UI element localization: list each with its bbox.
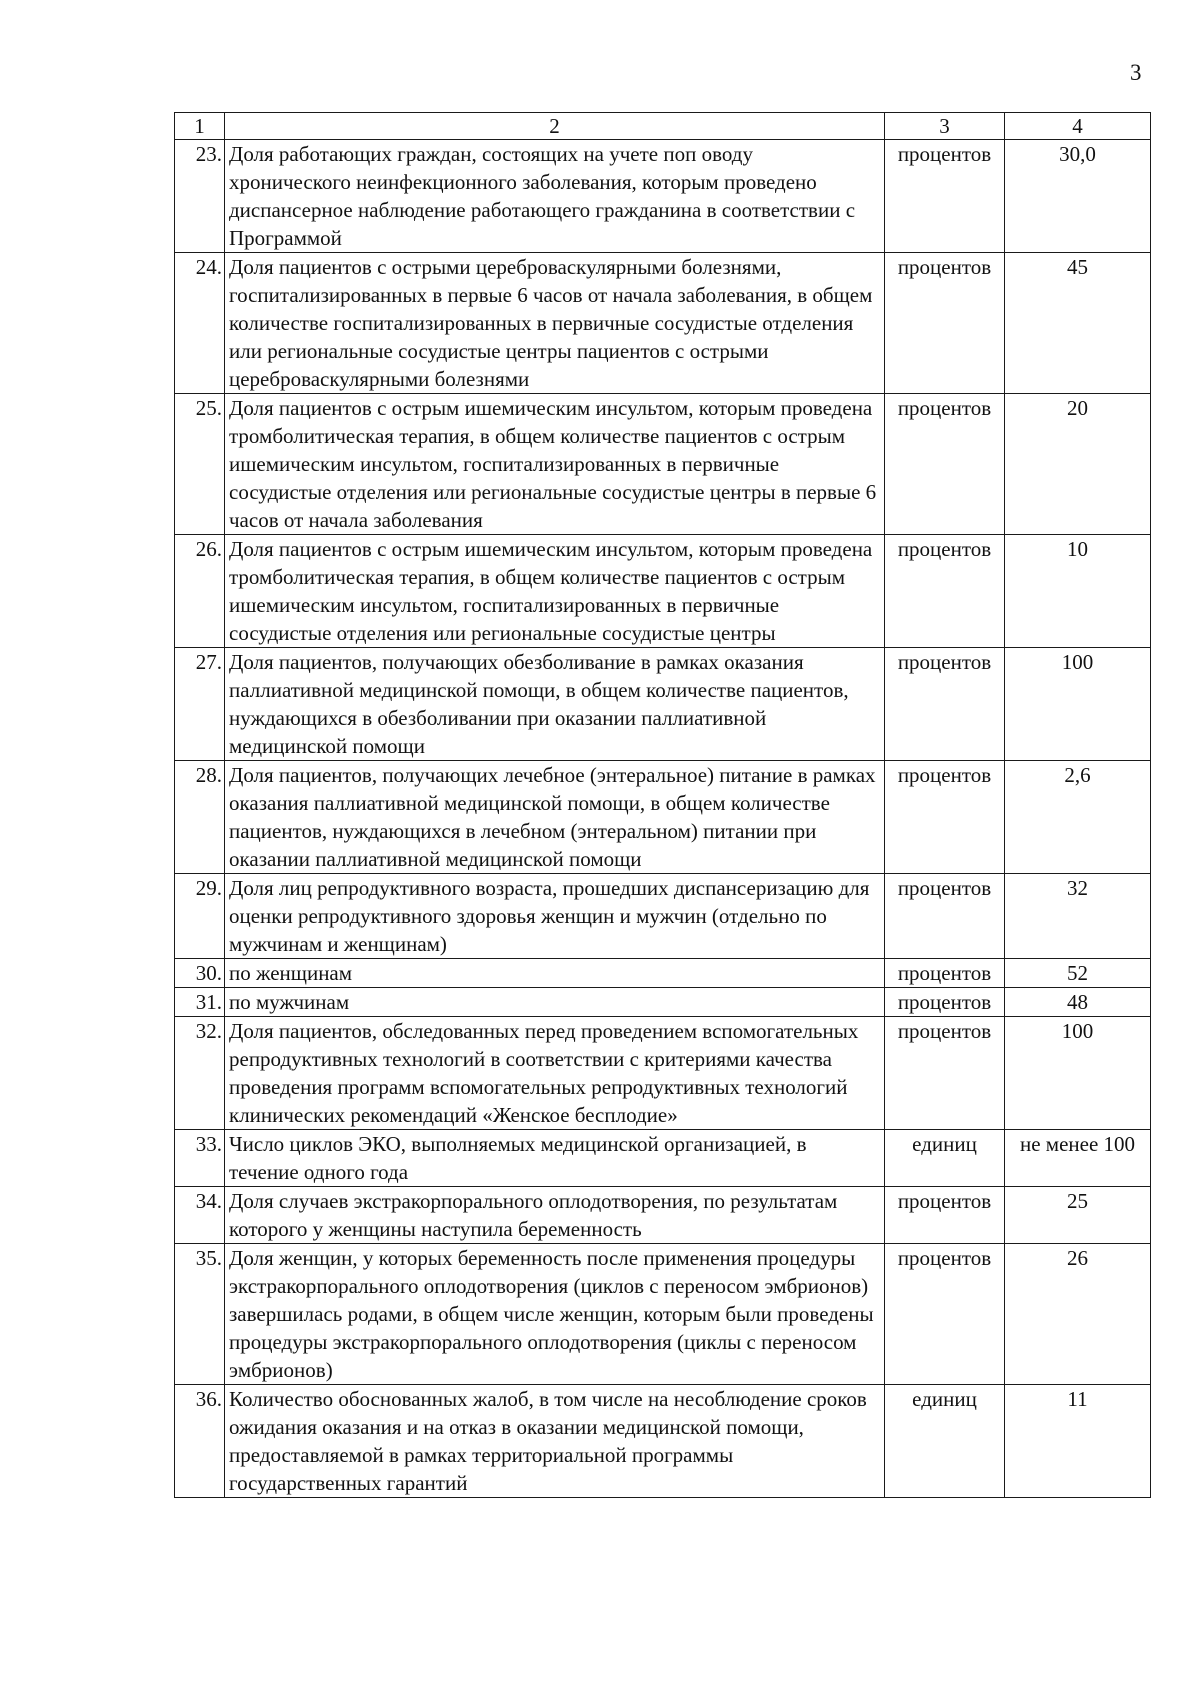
- row-number: 23.: [175, 140, 225, 253]
- row-description: Число циклов ЭКО, выполняемых медицинской организацией, в течение одного года: [225, 1130, 885, 1187]
- row-value: 2,6: [1005, 761, 1151, 874]
- row-description: Доля пациентов, обследованных перед проведением вспомогательных репродуктивных технологий в соответствии с критериями качества проведения программ вспомогательных репродуктивных технологий клинических рекомендаций «Женское бесплодие»: [225, 1017, 885, 1130]
- table-row: [175, 1244, 1151, 1385]
- table-row: [175, 1385, 1151, 1498]
- row-unit: процентов: [885, 988, 1005, 1017]
- table-row: [175, 648, 1151, 761]
- row-value: 100: [1005, 648, 1151, 761]
- row-unit: процентов: [885, 1017, 1005, 1130]
- indicators-table: [174, 112, 1151, 1498]
- table-row: [175, 874, 1151, 959]
- row-unit: процентов: [885, 1244, 1005, 1385]
- row-unit: процентов: [885, 394, 1005, 535]
- row-description: Количество обоснованных жалоб, в том числе на несоблюдение сроков ожидания оказания и на отказ в оказании медицинской помощи, предоставляемой в рамках территориальной программы государственных гарантий: [225, 1385, 885, 1498]
- row-value: 11: [1005, 1385, 1151, 1498]
- row-number: 31.: [175, 988, 225, 1017]
- row-value: 45: [1005, 253, 1151, 394]
- row-description: Доля пациентов с острым ишемическим инсультом, которым проведена тромболитическая терапия, в общем количестве пациентов с острым ишемическим инсультом, госпитализированных в первичные сосудистые отделения или региональные сосудистые центры в первые 6 часов от начала заболевания: [225, 394, 885, 535]
- row-unit: процентов: [885, 535, 1005, 648]
- row-number: 34.: [175, 1187, 225, 1244]
- row-description: Доля пациентов, получающих обезболивание в рамках оказания паллиативной медицинской помощи, в общем количестве пациентов, нуждающихся в обезболивании при оказании паллиативной медицинской помощи: [225, 648, 885, 761]
- header-col-3: 3: [885, 113, 1005, 140]
- row-number: 25.: [175, 394, 225, 535]
- row-unit: процентов: [885, 874, 1005, 959]
- row-number: 36.: [175, 1385, 225, 1498]
- row-unit: процентов: [885, 253, 1005, 394]
- row-value: 52: [1005, 959, 1151, 988]
- table-row: [175, 761, 1151, 874]
- header-col-2: 2: [225, 113, 885, 140]
- table-row: [175, 253, 1151, 394]
- row-unit: единиц: [885, 1385, 1005, 1498]
- row-value: 32: [1005, 874, 1151, 959]
- row-description: Доля пациентов, получающих лечебное (энтеральное) питание в рамках оказания паллиативной медицинской помощи, в общем количестве пациентов, нуждающихся в лечебном (энтеральном) питании при оказании паллиативной медицинской помощи: [225, 761, 885, 874]
- row-number: 32.: [175, 1017, 225, 1130]
- row-value: не менее 100: [1005, 1130, 1151, 1187]
- row-value: 10: [1005, 535, 1151, 648]
- row-value: 100: [1005, 1017, 1151, 1130]
- row-number: 27.: [175, 648, 225, 761]
- row-unit: единиц: [885, 1130, 1005, 1187]
- header-col-4: 4: [1005, 113, 1151, 140]
- row-description: Доля лиц репродуктивного возраста, прошедших диспансеризацию для оценки репродуктивного здоровья женщин и мужчин (отдельно по мужчинам и женщинам): [225, 874, 885, 959]
- row-value: 48: [1005, 988, 1151, 1017]
- row-unit: процентов: [885, 1187, 1005, 1244]
- row-description: Доля случаев экстракорпорального оплодотворения, по результатам которого у женщины наступила беременность: [225, 1187, 885, 1244]
- row-value: 30,0: [1005, 140, 1151, 253]
- row-unit: процентов: [885, 959, 1005, 988]
- row-description: Доля женщин, у которых беременность после применения процедуры экстракорпорального оплодотворения (циклов с переносом эмбрионов) завершилась родами, в общем числе женщин, которым были проведены процедуры экстракорпорального оплодотворения (циклы с переносом эмбрионов): [225, 1244, 885, 1385]
- page-number: 3: [1130, 60, 1142, 85]
- row-number: 33.: [175, 1130, 225, 1187]
- row-description: Доля пациентов с острыми цереброваскулярными болезнями, госпитализированных в первые 6 часов от начала заболевания, в общем количестве госпитализированных в первичные сосудистые отделения или региональные сосудистые центры пациентов с острыми цереброваскулярными болезнями: [225, 253, 885, 394]
- table-row: [175, 1130, 1151, 1187]
- table-header-row: [175, 113, 1151, 140]
- row-unit: процентов: [885, 140, 1005, 253]
- header-col-1: 1: [175, 113, 225, 140]
- row-number: 24.: [175, 253, 225, 394]
- row-description: по мужчинам: [225, 988, 885, 1017]
- row-number: 30.: [175, 959, 225, 988]
- row-number: 26.: [175, 535, 225, 648]
- row-value: 26: [1005, 1244, 1151, 1385]
- row-description: Доля пациентов с острым ишемическим инсультом, которым проведена тромболитическая терапия, в общем количестве пациентов с острым ишемическим инсультом, госпитализированных в первичные сосудистые отделения или региональные сосудистые центры: [225, 535, 885, 648]
- table-row: [175, 394, 1151, 535]
- table-row: [175, 1187, 1151, 1244]
- row-description: по женщинам: [225, 959, 885, 988]
- table-row: [175, 959, 1151, 988]
- row-unit: процентов: [885, 761, 1005, 874]
- row-number: 28.: [175, 761, 225, 874]
- table-row: [175, 988, 1151, 1017]
- row-number: 35.: [175, 1244, 225, 1385]
- row-number: 29.: [175, 874, 225, 959]
- row-value: 20: [1005, 394, 1151, 535]
- row-unit: процентов: [885, 648, 1005, 761]
- row-description: Доля работающих граждан, состоящих на учете поп оводу хронического неинфекционного заболевания, которым проведено диспансерное наблюдение работающего гражданина в соответствии с Программой: [225, 140, 885, 253]
- table-row: [175, 1017, 1151, 1130]
- row-value: 25: [1005, 1187, 1151, 1244]
- table-row: [175, 535, 1151, 648]
- table-row: [175, 140, 1151, 253]
